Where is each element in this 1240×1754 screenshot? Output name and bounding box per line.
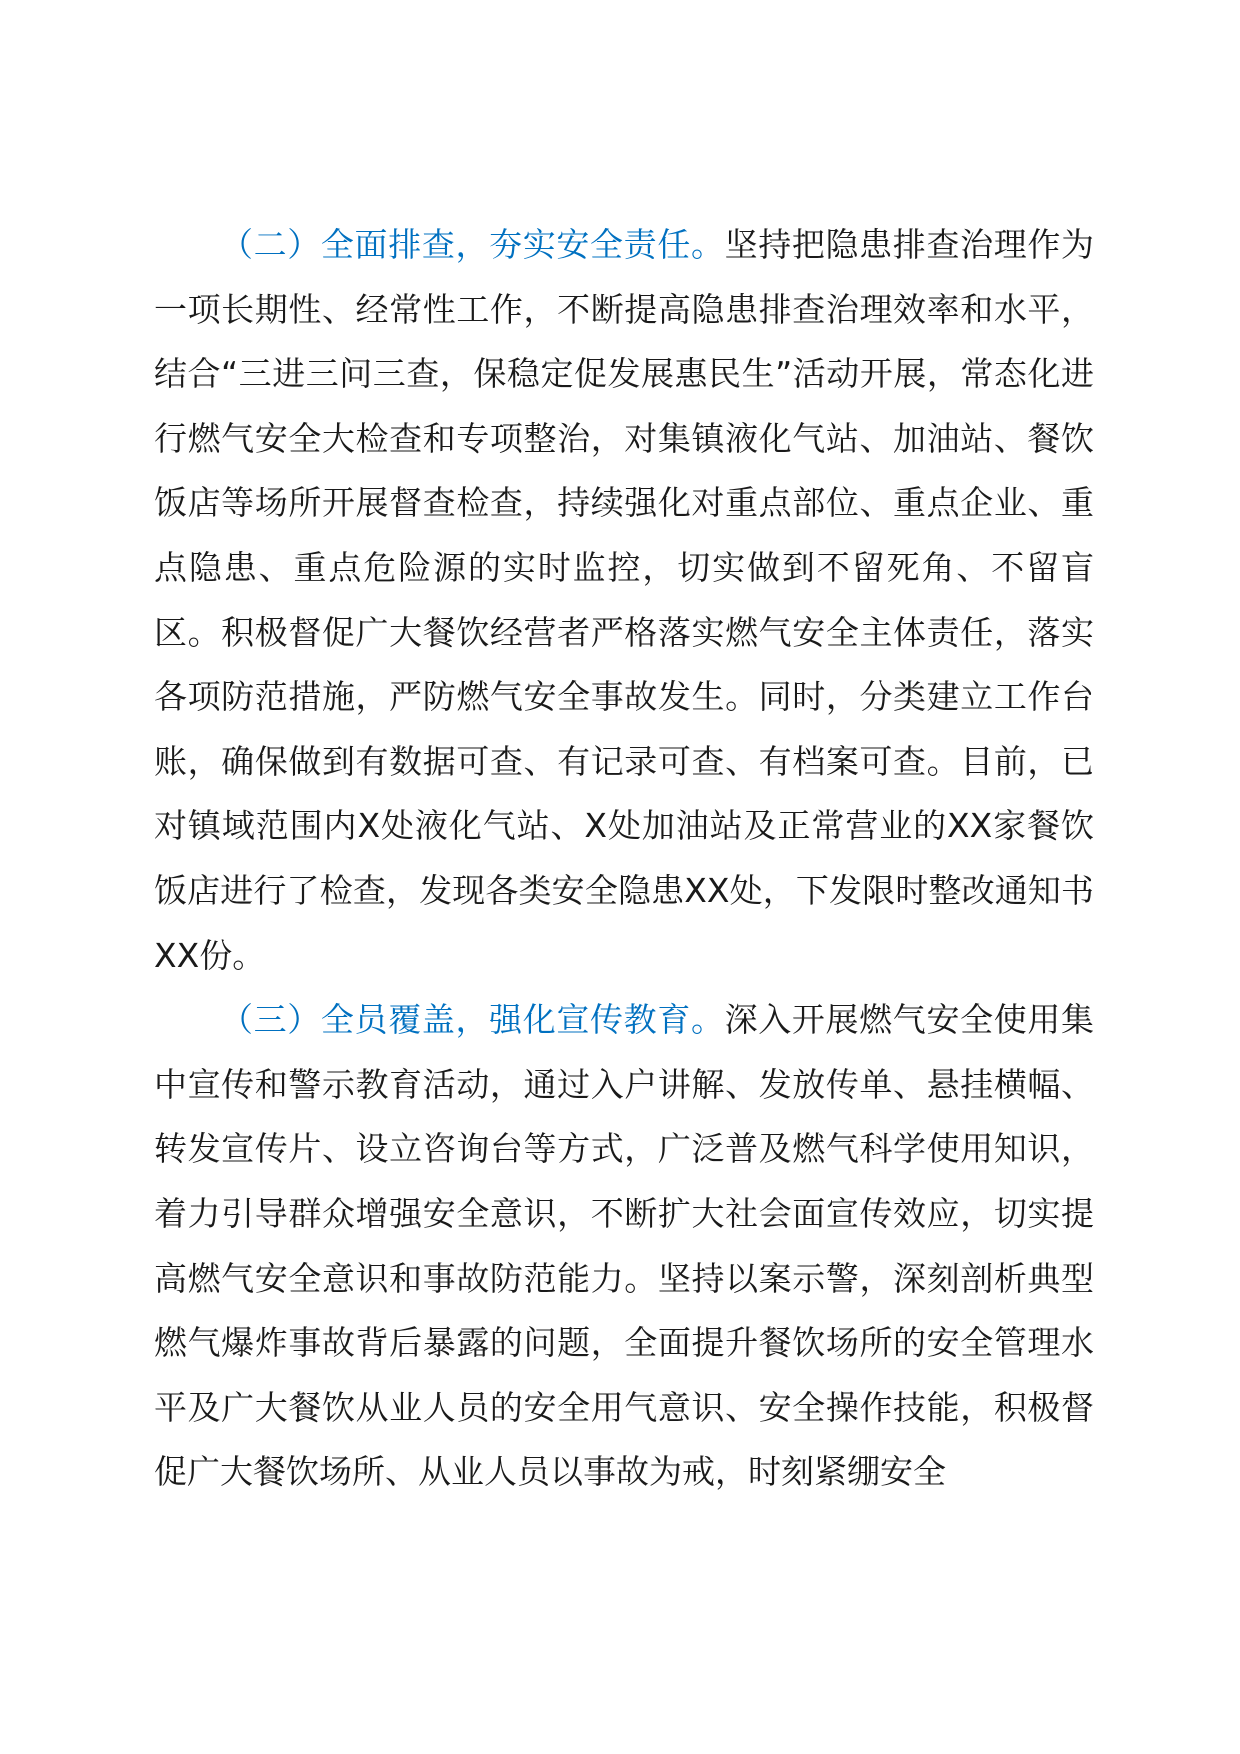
section-3-body: 深入开展燃气安全使用集中宣传和警示教育活动，通过入户讲解、发放传单、悬挂横幅、转发宣传片、设立咨询台等方式，广泛普及燃气科学使用知识，着力引导群众增强安全意识，不断扩大社会面宣传效应，切实提高燃气安全意识和事故防范能力。坚持以案示警，深刻剖析典型燃气爆炸事故背后暴露的问题，全面提升餐饮场所的安全管理水平及广大餐饮从业人员的安全用气意识、安全操作技能，积极督促广大餐饮场所、从业人员以事故为戒，时刻紧绷安全 (154, 1000, 1095, 1492)
document-body (154, 213, 1094, 1505)
section-3-heading: （三）全员覆盖，强化宣传教育。 (220, 1000, 725, 1040)
paragraph-section-2 (154, 213, 1094, 988)
section-2-heading: （二）全面排查，夯实安全责任。 (220, 225, 725, 264)
paragraph-section-3 (154, 988, 1094, 1505)
section-2-body: 坚持把隐患排查治理作为一项长期性、经常性工作，不断提高隐患排查治理效率和水平，结合“三进三问三查，保稳定促发展惠民生”活动开展，常态化进行燃气安全大检查和专项整治，对集镇液化气站、加油站、餐饮饭店等场所开展督查检查，持续强化对重点部位、重点企业、重点隐患、重点危险源的实时监控，切实做到不留死角、不留盲区。积极督促广大餐饮经营者严格落实燃气安全主体责任，落实各项防范措施，严防燃气安全事故发生。同时，分类建立工作台账，确保做到有数据可查、有记录可查、有档案可查。目前，已对镇域范围内X处液化气站、X处加油站及正常营业的XX家餐饮饭店进行了检查，发现各类安全隐患XX处，下发限时整改通知书XX份。 (154, 225, 1095, 975)
